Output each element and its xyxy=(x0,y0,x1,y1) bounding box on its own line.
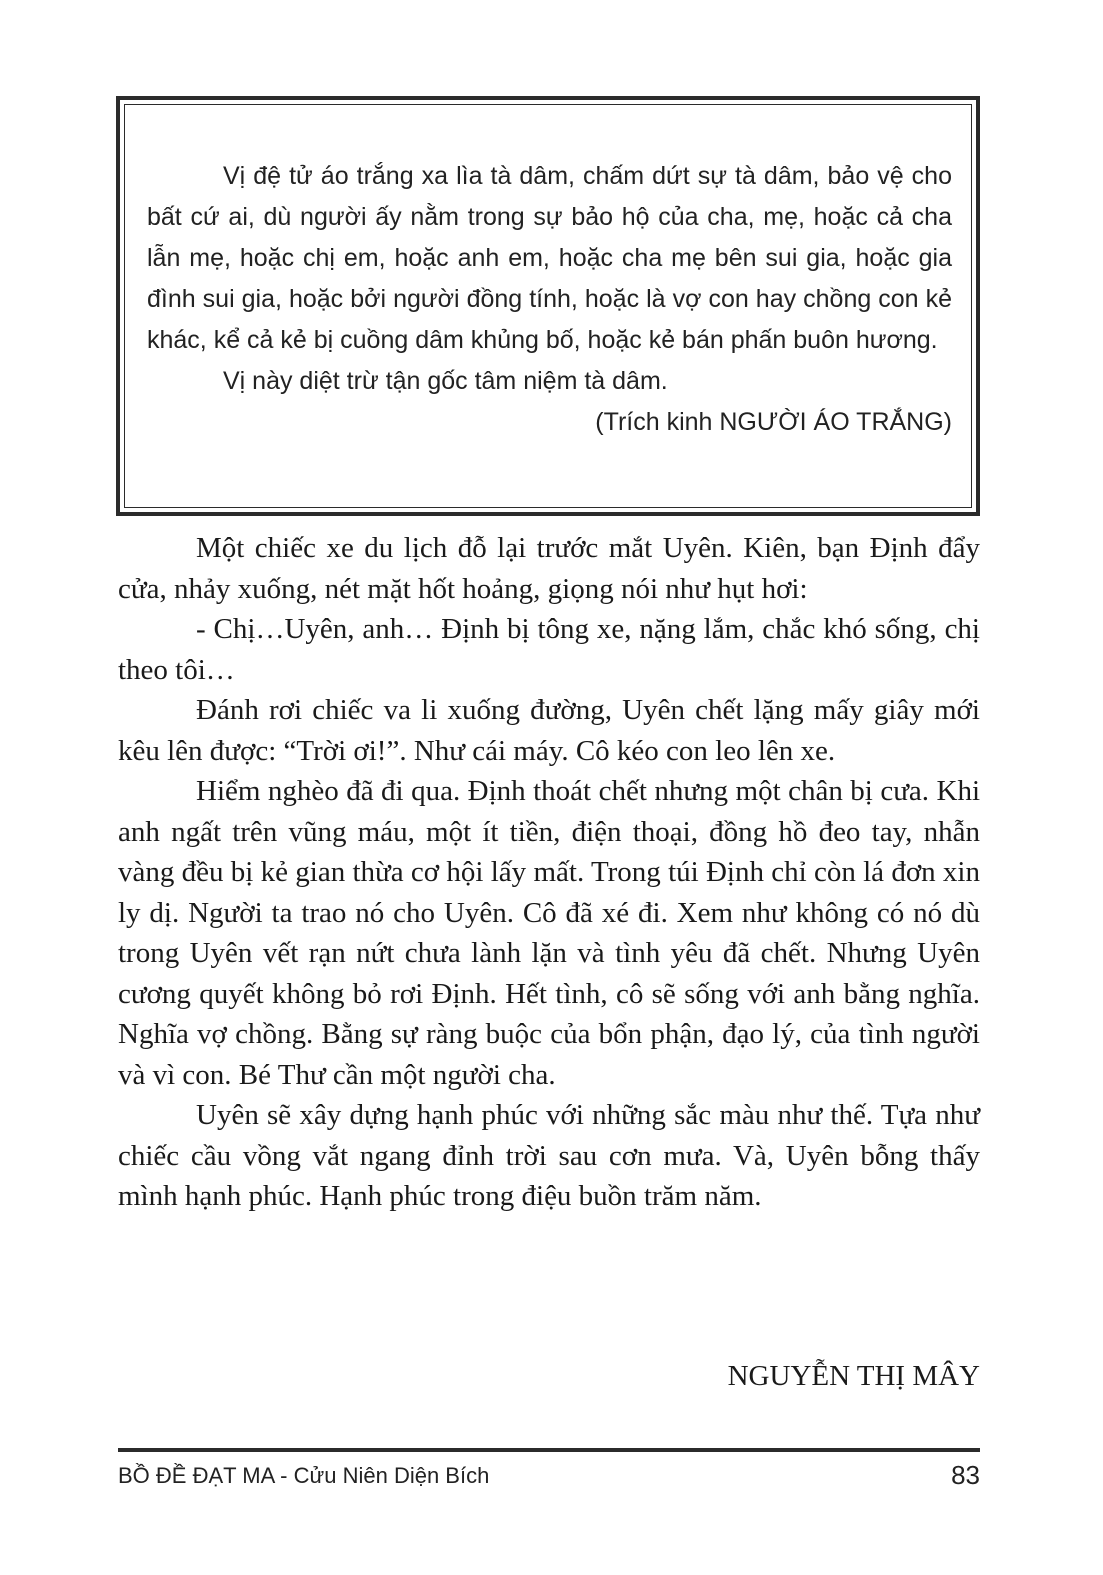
story-paragraph: Uyên sẽ xây dựng hạnh phúc với những sắc màu như thế. Tựa như chiếc cầu vồng vắt ngang đỉnh trời sau cơn mưa. Và, Uyên bỗng thấy mình hạnh phúc. Hạnh phúc trong điệu buồn trăm năm. xyxy=(118,1099,980,1212)
story-paragraph: Đánh rơi chiếc va li xuống đường, Uyên chết lặng mấy giây mới kêu lên được: “Trời ơi!”. Như cái máy. Cô kéo con leo lên xe. xyxy=(118,694,980,767)
quote-paragraph: Vị này diệt trừ tận gốc tâm niệm tà dâm. xyxy=(223,367,668,395)
footer-book-title: BỒ ĐỀ ĐẠT MA - Cửu Niên Diện Bích xyxy=(118,1463,490,1488)
scripture-quote-box xyxy=(116,96,980,516)
story-paragraph: - Chị…Uyên, anh… Định bị tông xe, nặng lắm, chắc khó sống, chị theo tôi… xyxy=(118,613,980,686)
story-paragraph: Một chiếc xe du lịch đỗ lại trước mắt Uyên. Kiên, bạn Định đẩy cửa, nhảy xuống, nét mặt hốt hoảng, giọng nói như hụt hơi: xyxy=(118,532,980,605)
story-body xyxy=(118,528,980,1217)
scripture-quote-text xyxy=(147,156,952,443)
page-number: 83 xyxy=(951,1460,980,1490)
footer-divider xyxy=(118,1448,980,1452)
author-name: NGUYỄN THỊ MÂY xyxy=(727,1360,980,1392)
story-paragraph: Hiểm nghèo đã đi qua. Định thoát chết nhưng một chân bị cưa. Khi anh ngất trên vũng máu, một ít tiền, điện thoại, đồng hồ đeo tay, nhẫn vàng đều bị kẻ gian thừa cơ hội lấy mất. Trong túi Định chỉ còn lá đơn xin ly dị. Người ta trao nó cho Uyên. Cô đã xé đi. Xem như không có nó dù trong Uyên vết rạn nứt chưa lành lặn và tình yêu đã chết. Nhưng Uyên cương quyết không bỏ rơi Định. Hết tình, cô sẽ sống với anh bằng nghĩa. Nghĩa vợ chồng. Bằng sự ràng buộc của bổn phận, đạo lý, của tình người và vì con. Bé Thư cần một người cha. xyxy=(118,775,980,1091)
quote-paragraph: Vị đệ tử áo trắng xa lìa tà dâm, chấm dứt sự tà dâm, bảo vệ cho bất cứ ai, dù người ấy nằm trong sự bảo hộ của cha, mẹ, hoặc cả cha lẫn mẹ, hoặc chị em, hoặc anh em, hoặc cha mẹ bên sui gia, hoặc gia đình sui gia, hoặc bởi người đồng tính, hoặc là vợ con hay chồng con kẻ khác, kể cả kẻ bị cuồng dâm khủng bố, hoặc kẻ bán phấn buôn hương. xyxy=(147,162,952,354)
quote-source: (Trích kinh NGƯỜI ÁO TRẮNG) xyxy=(595,408,952,436)
